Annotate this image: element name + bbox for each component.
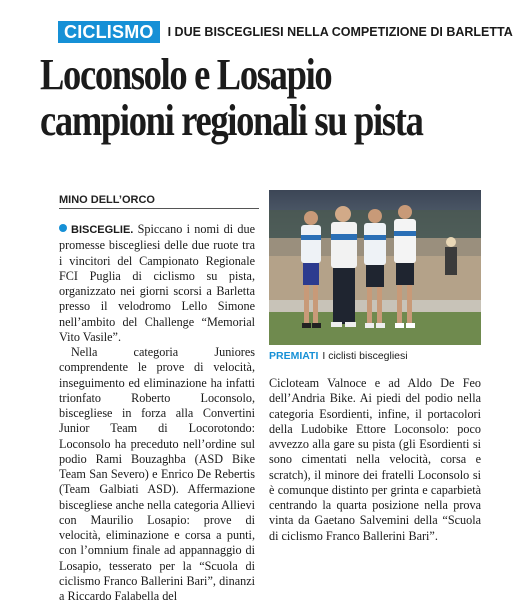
article-column-1 (59, 222, 255, 604)
cyclists-photo (269, 190, 481, 345)
kicker (58, 21, 513, 43)
byline: MINO DELL’ORCO (59, 194, 155, 206)
dateline: BISCEGLIE. (71, 224, 134, 236)
article-paragraph-3: Cicloteam Valnoce e ad Aldo De Feo dell’Andria Bike. Ai piedi del podio nella categoria Esordienti, infine, il portacolori della Ludobike Ettore Loconsolo: poco avvezzo alla gare su pista (gli Esordienti si sono cimentati nella velocità, corsa e scratch), il minore dei fratelli Loconsolo si è comunque distinto per grinta e caparbietà centrando la quarta posizione nella prova vinta da Gaetano Salvemini della “Scuola di ciclismo Franco Ballerini Bari”. (269, 376, 481, 543)
photo-caption (269, 350, 408, 362)
byline-rule (59, 208, 259, 209)
caption-lead: PREMIATI (269, 350, 319, 362)
kicker-text: I DUE BISCEGLIESI NELLA COMPETIZIONE DI BARLETTA (167, 25, 513, 39)
article-paragraph-2: Nella categoria Juniores comprendente le prove di velocità, inseguimento ed eliminazione ha infatti trionfato Roberto Loconsolo, biscegliese in forza alla Convertini Junior Team di Locorotondo: Loconsolo ha preceduto nell’ordine sul podio Rami Bouzaghba (ASD Bike Team San Severo) e Enrico De Rebertis (Team Galbiati ASD). Affermazione biscegliese anche nella categoria Allievi con Maurilio Losapio: prove di velocità, eliminazione e corsa a punti, con l’omnium finale ad appannaggio di Losapio, tesserato per la “Scuola di ciclismo Franco Ballerini Bari”, dinanzi a Riccardo Falabella del (59, 345, 255, 603)
section-tag: CICLISMO (58, 21, 160, 43)
headline (40, 52, 430, 144)
bullet-icon (59, 224, 67, 232)
headline-line-1: Loconsolo e Losapio (40, 50, 332, 99)
article-paragraph-1 (59, 222, 255, 345)
headline-line-2: campioni regionali su pista (40, 96, 423, 145)
paragraph-1-text: Spiccano i nomi di due promesse biscegliesi delle due ruote tra i vincitori del Campionato Regionale FCI Puglia di ciclismo su pista, organizzato nei giorni scorsi a Barletta presso il velodromo Lello Simone nell’ambito del Challenge “Memorial Vito Vasile”. (59, 222, 255, 344)
article-column-2 (269, 376, 481, 544)
cyclists-photo-image (269, 190, 481, 345)
caption-text: I ciclisti biscegliesi (322, 350, 408, 362)
